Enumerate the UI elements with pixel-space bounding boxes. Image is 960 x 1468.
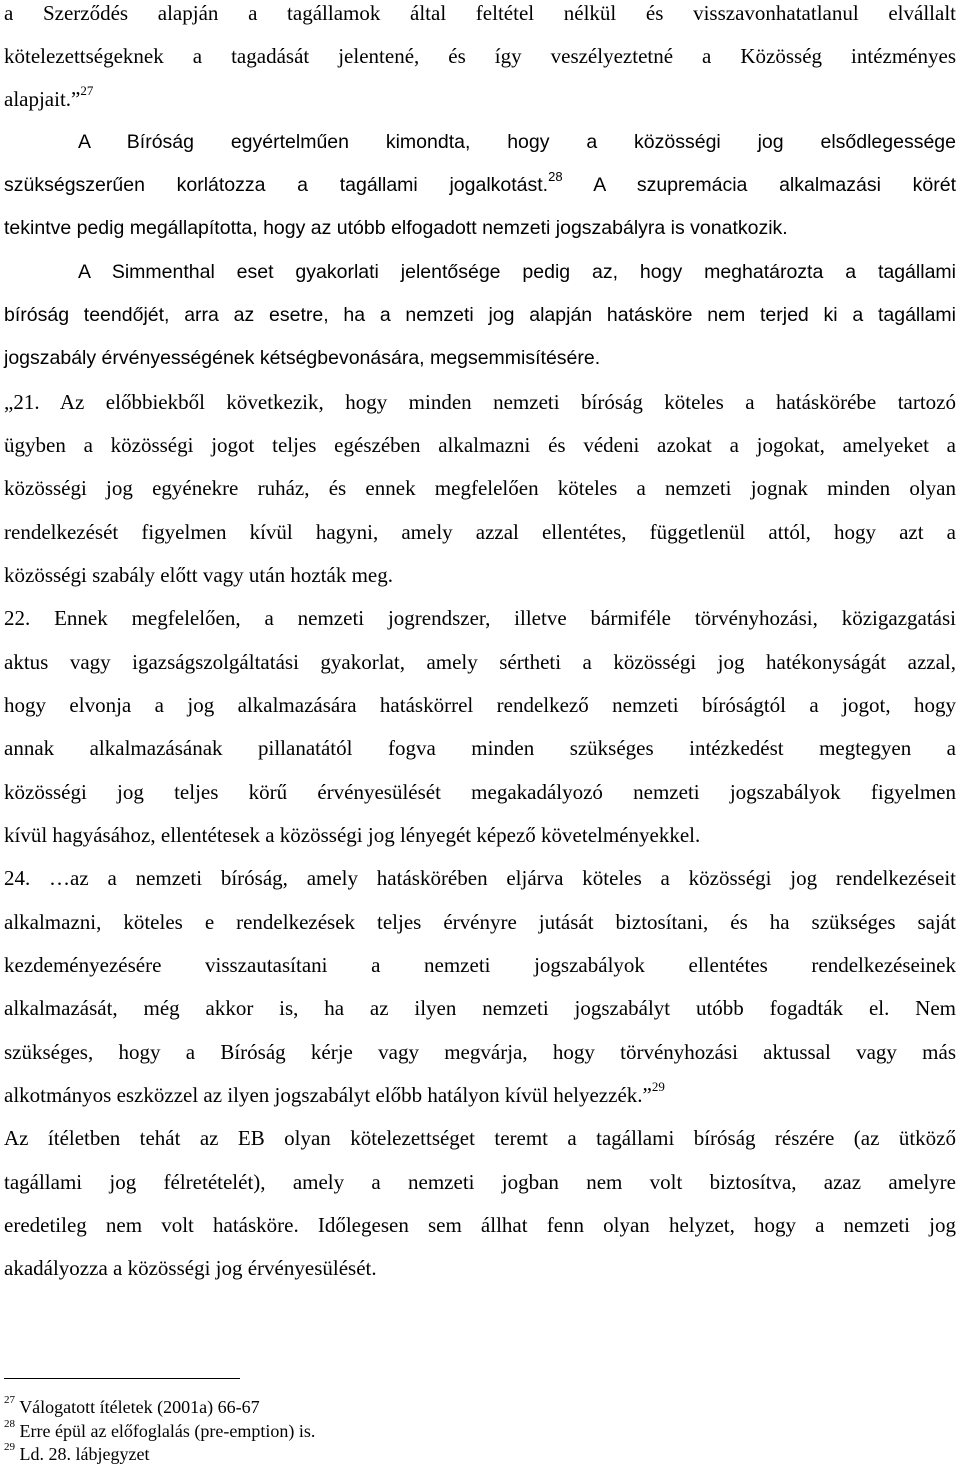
paragraph-line: kötelezettségeknek a tagadását jelentené, és így veszélyeztetné a Közösség intézményes [4, 44, 956, 68]
paragraph-line: jogszabály érvényességének kétségbevonására, megsemmisítésére. [4, 347, 601, 369]
paragraph-line: a Szerződés alapján a tagállamok által feltétel nélkül és visszavonhatatlanul elvállalt [4, 1, 956, 25]
paragraph-text: alapjait.” [4, 87, 81, 111]
paragraph-line: bíróság teendőjét, arra az esetre, ha a nemzeti jog alapján hatásköre nem terjed ki a tagállami [4, 304, 956, 326]
quote-line: kívül hagyásához, ellentétesek a közösségi jog lényegét képező követelményekkel. [4, 823, 701, 847]
footnote-ref[interactable]: 28 [548, 169, 563, 184]
quote-line: szükséges, hogy a Bíróság kérje vagy megvárja, hogy törvényhozási aktussal vagy más [4, 1040, 956, 1064]
quote-line: rendelkezését figyelmen kívül hagyni, amely azzal ellentétes, függetlenül attól, hogy azt a [4, 520, 956, 544]
quote-line: közösségi jog egyénekre ruház, és ennek megfelelően köteles a nemzeti jognak minden olyan [4, 476, 956, 500]
paragraph-line: eredetileg nem volt hatásköre. Időlegesen sem állhat fenn olyan helyzet, hogy a nemzeti jog [4, 1213, 956, 1237]
quote-line [4, 1079, 956, 1108]
footnote-28 [4, 1420, 315, 1442]
quote-line: 22. Ennek megfelelően, a nemzeti jogrendszer, illetve bármiféle törvényhozási, közigazgatási [4, 606, 956, 630]
paragraph-line: A Simmenthal eset gyakorlati jelentősége pedig az, hogy meghatározta a tagállami [78, 261, 956, 283]
quote-text: alkotmányos eszközzel az ilyen jogszabályt előbb hatályon kívül helyezzék.” [4, 1083, 652, 1107]
footnote-text: Erre épül az előfoglalás (pre-emption) is. [19, 1421, 316, 1441]
footnote-27 [4, 1396, 260, 1418]
paragraph-line: A Bíróság egyértelműen kimondta, hogy a közösségi jog elsődlegessége [78, 131, 956, 153]
quote-line: hogy elvonja a jog alkalmazására hatáskörrel rendelkező nemzeti bíróságtól a jogot, hogy [4, 693, 956, 717]
footnote-number: 28 [4, 1418, 15, 1430]
footnote-number: 29 [4, 1441, 15, 1453]
quote-line: közösségi szabály előtt vagy után hozták meg. [4, 563, 393, 587]
quote-line: 24. …az a nemzeti bíróság, amely hatáskörében eljárva köteles a közösségi jog rendelkezéseit [4, 866, 956, 890]
quote-line: ügyben a közösségi jogot teljes egészében alkalmazni és védeni azokat a jogokat, amelyeket a [4, 433, 956, 457]
paragraph-text: A szupremácia alkalmazási körét [562, 174, 956, 196]
quote-line: aktus vagy igazságszolgáltatási gyakorlat, amely sértheti a közösségi jog hatékonyságát azzal, [4, 650, 956, 674]
paragraph-line: tagállami jog félretételét), amely a nemzeti jogban nem volt biztosítva, azaz amelyre [4, 1170, 956, 1194]
paragraph-line [4, 83, 956, 112]
footnote-divider [4, 1378, 240, 1379]
paragraph-line: tekintve pedig megállapította, hogy az utóbb elfogadott nemzeti jogszabályra is vonatkozik. [4, 217, 788, 239]
footnote-29 [4, 1443, 149, 1465]
quote-line: kezdeményezésére visszautasítani a nemzeti jogszabályok ellentétes rendelkezéseinek [4, 953, 956, 977]
footnote-ref[interactable]: 29 [651, 1079, 665, 1094]
footnote-ref[interactable]: 27 [80, 83, 94, 98]
footnote-text: Válogatott ítéletek (2001a) 66-67 [19, 1397, 260, 1417]
paragraph-text: szükségszerűen korlátozza a tagállami jogalkotást. [4, 174, 549, 196]
quote-line: „21. Az előbbiekből következik, hogy minden nemzeti bíróság köteles a hatáskörébe tartozó [4, 390, 956, 414]
paragraph-line: Az ítéletben tehát az EB olyan kötelezettséget teremt a tagállami bíróság részére (az ütköző [4, 1126, 956, 1150]
quote-line: alkalmazni, köteles e rendelkezések teljes érvényre jutását biztosítani, és ha szükséges saját [4, 910, 956, 934]
footnote-number: 27 [4, 1394, 15, 1406]
paragraph-line: akadályozza a közösségi jog érvényesülését. [4, 1256, 377, 1280]
paragraph-line [4, 169, 956, 198]
quote-line: közösségi jog teljes körű érvényesülését megakadályozó nemzeti jogszabályok figyelmen [4, 780, 956, 804]
footnote-text: Ld. 28. lábjegyzet [19, 1444, 150, 1464]
quote-line: annak alkalmazásának pillanatától fogva minden szükséges intézkedést megtegyen a [4, 736, 956, 760]
quote-line: alkalmazását, még akkor is, ha az ilyen nemzeti jogszabályt utóbb fogadták el. Nem [4, 996, 956, 1020]
